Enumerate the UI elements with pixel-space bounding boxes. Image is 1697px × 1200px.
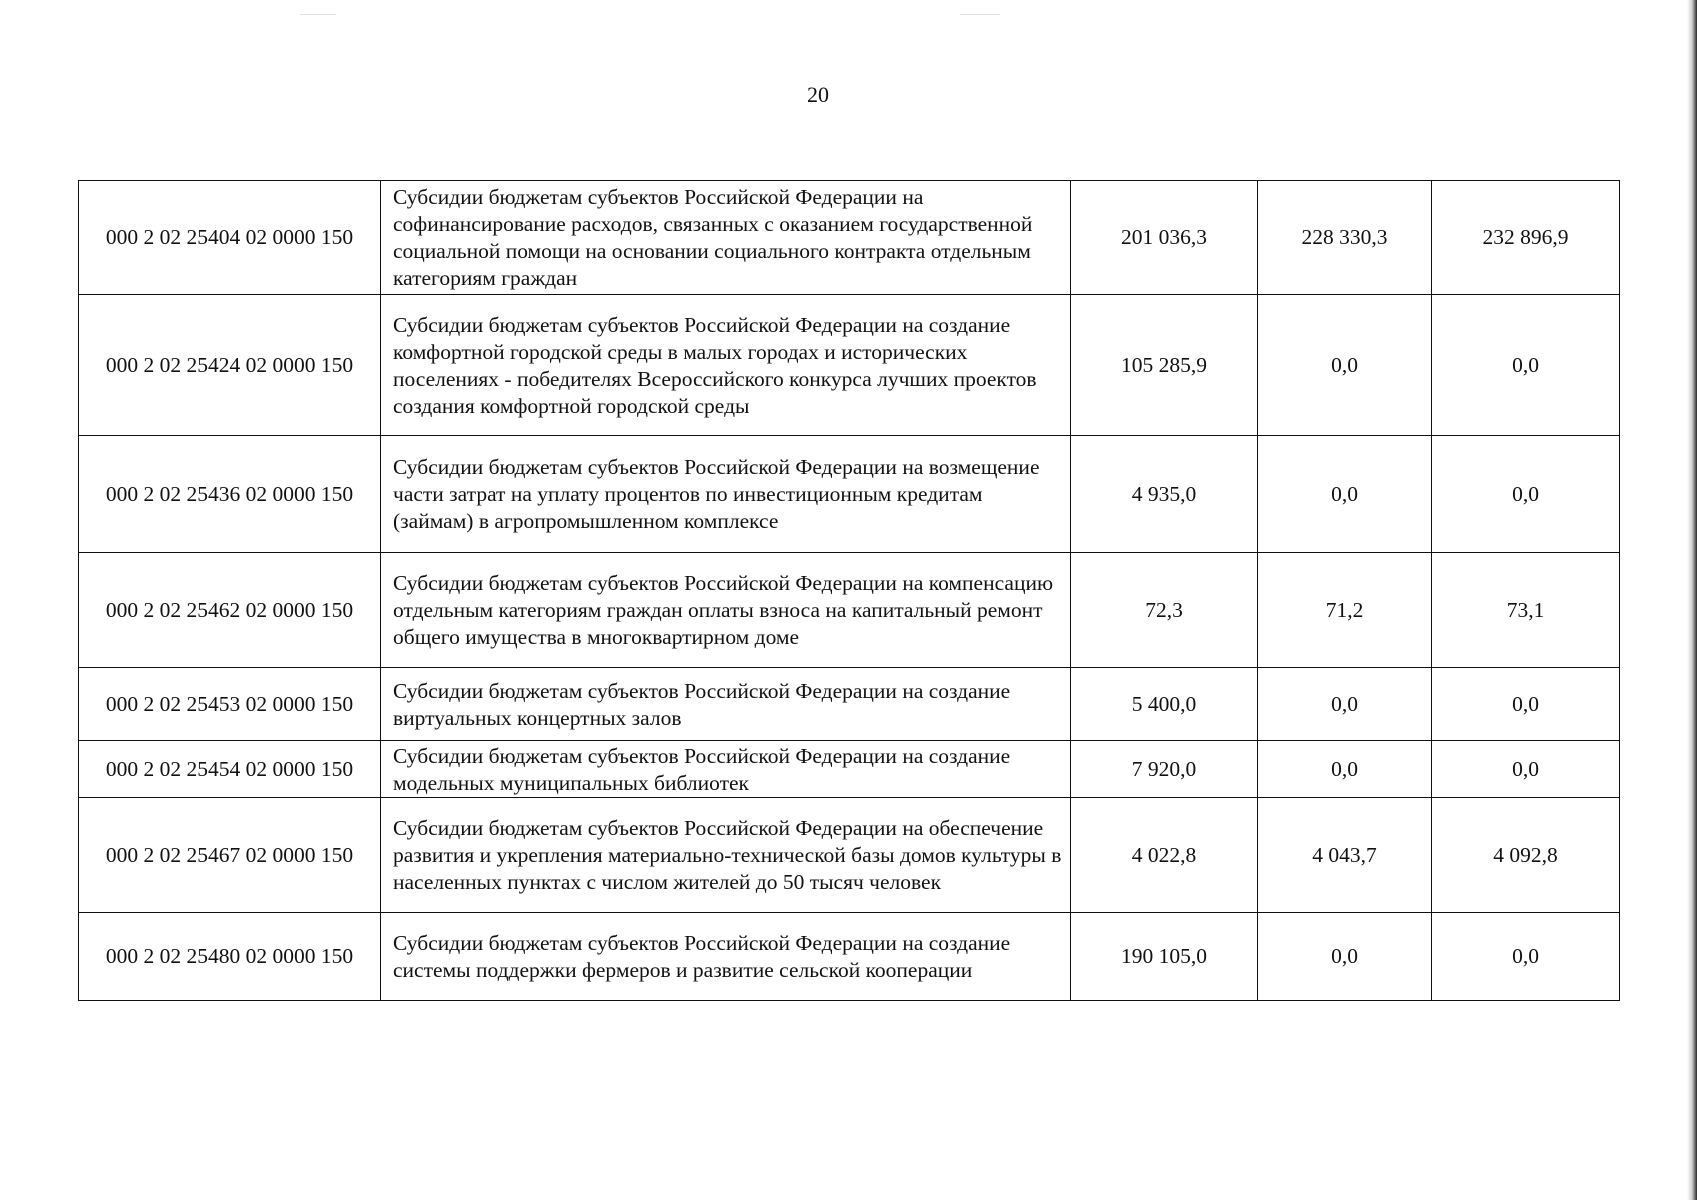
value-cell-year-2: 71,2 xyxy=(1258,553,1432,668)
table-row xyxy=(79,668,1620,741)
budget-code-cell: 000 2 02 25480 02 0000 150 xyxy=(79,913,381,1001)
description-cell: Субсидии бюджетам субъектов Российской Федерации на создание комфортной городской среды в малых городах и исторических поселениях - победителях Всероссийского конкурса лучших проектов создания комфортной городской среды xyxy=(381,295,1071,436)
table-row xyxy=(79,181,1620,295)
budget-code-cell: 000 2 02 25467 02 0000 150 xyxy=(79,798,381,913)
value-cell-year-2: 0,0 xyxy=(1258,913,1432,1001)
value-cell-year-2: 0,0 xyxy=(1258,295,1432,436)
description-cell: Субсидии бюджетам субъектов Российской Федерации на создание системы поддержки фермеров и развитие сельской кооперации xyxy=(381,913,1071,1001)
value-cell-year-2: 228 330,3 xyxy=(1258,181,1432,295)
table-row xyxy=(79,913,1620,1001)
value-cell-year-3: 4 092,8 xyxy=(1432,798,1620,913)
value-cell-year-3: 73,1 xyxy=(1432,553,1620,668)
value-cell-year-1: 190 105,0 xyxy=(1071,913,1258,1001)
scan-artifact-line xyxy=(960,14,1000,15)
budget-code-cell: 000 2 02 25436 02 0000 150 xyxy=(79,436,381,553)
table-row xyxy=(79,798,1620,913)
table-row xyxy=(79,553,1620,668)
description-cell: Субсидии бюджетам субъектов Российской Федерации на софинансирование расходов, связанных с оказанием государственной социальной помощи на основании социального контракта отдельным категориям граждан xyxy=(381,181,1071,295)
description-cell: Субсидии бюджетам субъектов Российской Федерации на создание виртуальных концертных залов xyxy=(381,668,1071,741)
budget-table xyxy=(78,180,1620,1001)
page-number: 20 xyxy=(807,82,829,107)
value-cell-year-1: 72,3 xyxy=(1071,553,1258,668)
value-cell-year-2: 4 043,7 xyxy=(1258,798,1432,913)
value-cell-year-1: 5 400,0 xyxy=(1071,668,1258,741)
value-cell-year-1: 7 920,0 xyxy=(1071,741,1258,798)
budget-code-cell: 000 2 02 25454 02 0000 150 xyxy=(79,741,381,798)
scan-edge-shadow xyxy=(1687,0,1697,1200)
table-row xyxy=(79,741,1620,798)
description-cell: Субсидии бюджетам субъектов Российской Федерации на обеспечение развития и укрепления материально-технической базы домов культуры в населенных пунктах с числом жителей до 50 тысяч человек xyxy=(381,798,1071,913)
budget-code-cell: 000 2 02 25453 02 0000 150 xyxy=(79,668,381,741)
value-cell-year-2: 0,0 xyxy=(1258,668,1432,741)
value-cell-year-3: 0,0 xyxy=(1432,741,1620,798)
description-cell: Субсидии бюджетам субъектов Российской Федерации на создание модельных муниципальных библиотек xyxy=(381,741,1071,798)
value-cell-year-1: 105 285,9 xyxy=(1071,295,1258,436)
table-row xyxy=(79,436,1620,553)
description-cell: Субсидии бюджетам субъектов Российской Федерации на возмещение части затрат на уплату процентов по инвестиционным кредитам (займам) в агропромышленном комплексе xyxy=(381,436,1071,553)
table-row xyxy=(79,295,1620,436)
value-cell-year-1: 4 022,8 xyxy=(1071,798,1258,913)
value-cell-year-3: 0,0 xyxy=(1432,913,1620,1001)
value-cell-year-2: 0,0 xyxy=(1258,741,1432,798)
value-cell-year-3: 0,0 xyxy=(1432,295,1620,436)
value-cell-year-1: 201 036,3 xyxy=(1071,181,1258,295)
value-cell-year-1: 4 935,0 xyxy=(1071,436,1258,553)
value-cell-year-3: 0,0 xyxy=(1432,668,1620,741)
scan-artifact-line xyxy=(300,14,336,15)
budget-code-cell: 000 2 02 25424 02 0000 150 xyxy=(79,295,381,436)
budget-code-cell: 000 2 02 25404 02 0000 150 xyxy=(79,181,381,295)
description-cell: Субсидии бюджетам субъектов Российской Федерации на компенсацию отдельным категориям граждан оплаты взноса на капитальный ремонт общего имущества в многоквартирном доме xyxy=(381,553,1071,668)
value-cell-year-3: 232 896,9 xyxy=(1432,181,1620,295)
value-cell-year-3: 0,0 xyxy=(1432,436,1620,553)
budget-code-cell: 000 2 02 25462 02 0000 150 xyxy=(79,553,381,668)
value-cell-year-2: 0,0 xyxy=(1258,436,1432,553)
